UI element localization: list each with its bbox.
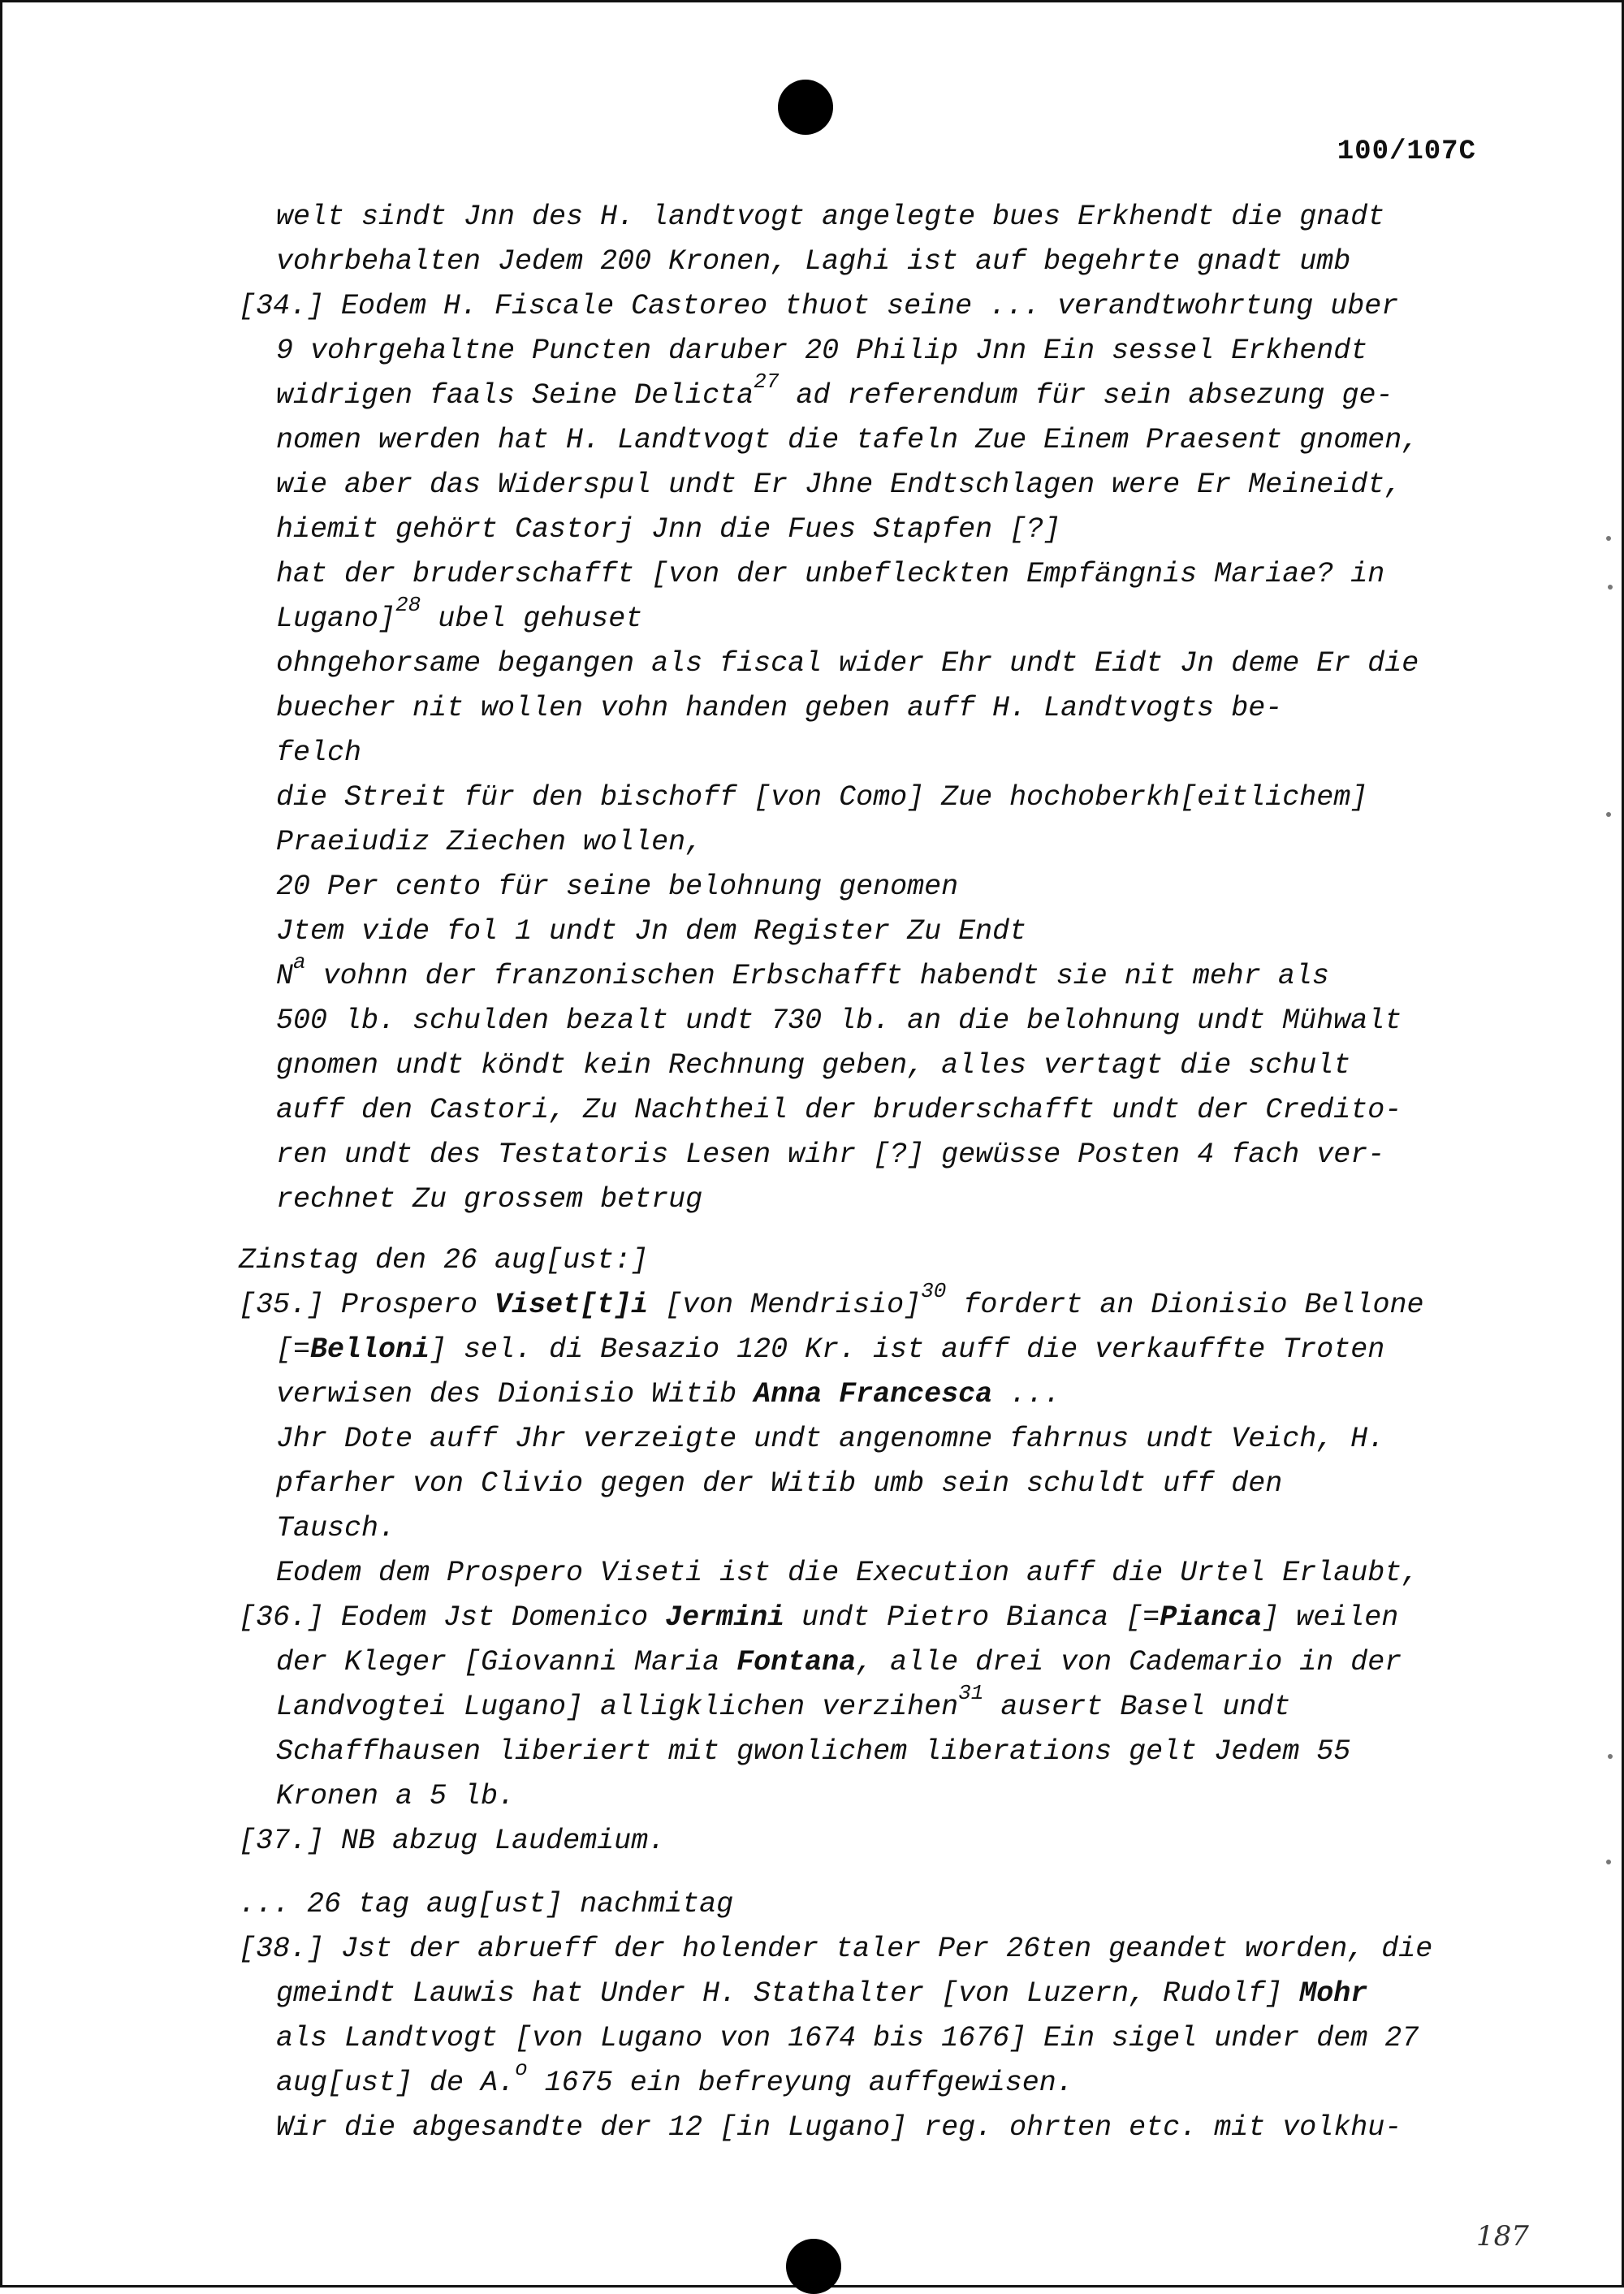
text-line: hiemit gehört Castorj Jnn die Fues Stapfen [?] xyxy=(276,513,1061,546)
margin-speck xyxy=(1608,585,1613,590)
text-line: 500 lb. schulden bezalt undt 730 lb. an die belohnung undt Mühwalt xyxy=(276,1004,1402,1037)
text-line: auff den Castori, Zu Nachtheil der bruderschafft undt der Credito- xyxy=(276,1094,1402,1126)
footnote-ref: 30 xyxy=(921,1279,947,1304)
text-line: felch xyxy=(276,737,362,769)
text-line: Eodem dem Prospero Viseti ist die Execution auff die Urtel Erlaubt, xyxy=(276,1557,1419,1589)
text-line: verwisen des Dionisio Witib Anna Francesca ... xyxy=(276,1378,1061,1411)
text-line: vohrbehalten Jedem 200 Kronen, Laghi ist auf begehrte gnadt umb xyxy=(276,245,1351,278)
text-line: [37.] NB abzug Laudemium. xyxy=(239,1825,666,1857)
text-line: Lugano]$^{28}$ ubel gehuset xyxy=(276,593,643,635)
text-line: pfarher von Clivio gegen der Witib umb sein schuldt uff den xyxy=(276,1467,1283,1500)
superscript: a xyxy=(293,950,306,975)
date-heading: Zinstag den 26 aug[ust:] xyxy=(239,1244,649,1277)
text-line: gnomen undt köndt kein Rechnung geben, alles vertagt die schult xyxy=(276,1049,1351,1082)
footnote-ref: 28 xyxy=(395,593,421,618)
margin-speck xyxy=(1608,1754,1613,1759)
text-line: Praeiudiz Ziechen wollen, xyxy=(276,826,703,858)
text-line: rechnet Zu grossem betrug xyxy=(276,1183,703,1216)
text-line: aug[ust] de A.$^o$ 1675 ein befreyung auffgewisen. xyxy=(276,2057,1073,2099)
text-line: Kronen a 5 lb. xyxy=(276,1780,516,1812)
margin-speck xyxy=(1606,1860,1611,1864)
text-line: Landvogtei Lugano] alligklichen verzihen$^{31}$ ausert Basel undt xyxy=(276,1681,1291,1723)
page-number: 100/107C xyxy=(1337,136,1476,167)
text-line: ren undt des Testatoris Lesen wihr [?] gewüsse Posten 4 fach ver- xyxy=(276,1138,1385,1171)
text-line: Schaffhausen liberiert mit gwonlichem liberations gelt Jedem 55 xyxy=(276,1735,1351,1768)
text-line: [36.] Eodem Jst Domenico Jermini undt Pietro Bianca [=Pianca] weilen xyxy=(239,1601,1399,1634)
text-line: nomen werden hat H. Landtvogt die tafeln Zue Einem Praesent gnomen, xyxy=(276,424,1419,456)
footnote-ref: 27 xyxy=(754,369,780,395)
text-line: der Kleger [Giovanni Maria Fontana, alle drei von Cademario in der xyxy=(276,1646,1402,1678)
text-line: die Streit für den bischoff [von Como] Zue hochoberkh[eitlichem] xyxy=(276,781,1368,814)
handwritten-folio-text: 187 xyxy=(1476,2220,1529,2253)
text-line: hat der bruderschafft [von der unbefleckten Empfängnis Mariae? in xyxy=(276,558,1385,590)
text-line: ohngehorsame begangen als fiscal wider Ehr undt Eidt Jn deme Er die xyxy=(276,647,1419,680)
text-line: [38.] Jst der abrueff der holender taler Per 26ten geandet worden, die xyxy=(239,1933,1433,1965)
punch-hole-top xyxy=(778,80,833,135)
text-line: Jtem vide fol 1 undt Jn dem Register Zu Endt xyxy=(276,915,1027,948)
text-line: [35.] Prospero Viset[t]i [von Mendrisio]$^{30}$ fordert an Dionisio Bellone xyxy=(239,1279,1424,1321)
handwritten-folio-note xyxy=(1470,2214,1567,2255)
text-line: 9 vohrgehaltne Puncten daruber 20 Philip Jnn Ein sessel Erkhendt xyxy=(276,335,1368,367)
text-line: Jhr Dote auff Jhr verzeigte undt angenomne fahrnus undt Veich, H. xyxy=(276,1423,1385,1455)
text-line: Tausch. xyxy=(276,1512,396,1544)
text-line: [34.] Eodem H. Fiscale Castoreo thuot seine ... verandtwohrtung uber xyxy=(239,290,1399,322)
text-line: gmeindt Lauwis hat Under H. Stathalter [von Luzern, Rudolf] Mohr xyxy=(276,1977,1368,2010)
punch-hole-bottom xyxy=(786,2239,841,2294)
margin-speck xyxy=(1606,812,1611,817)
text-line: buecher nit wollen vohn handen geben auff H. Landtvogts be- xyxy=(276,692,1283,724)
text-line: wie aber das Widerspul undt Er Jhne Endtschlagen were Er Meineidt, xyxy=(276,469,1402,501)
text-line: [=Belloni] sel. di Besazio 120 Kr. ist auff die verkauffte Troten xyxy=(276,1333,1385,1366)
margin-speck xyxy=(1606,536,1611,541)
text-line: als Landtvogt [von Lugano von 1674 bis 1676] Ein sigel under dem 27 xyxy=(276,2022,1419,2054)
superscript: o xyxy=(515,2057,528,2082)
text-line: welt sindt Jnn des H. landtvogt angelegte bues Erkhendt die gnadt xyxy=(276,201,1385,233)
footnote-ref: 31 xyxy=(958,1681,984,1706)
text-line: 20 Per cento für seine belohnung genomen xyxy=(276,871,959,903)
text-line: Wir die abgesandte der 12 [in Lugano] reg. ohrten etc. mit volkhu- xyxy=(276,2111,1402,2144)
text-line: $N^a$ vohnn der franzonischen Erbschafft habendt sie nit mehr als xyxy=(276,950,1329,992)
date-heading: ... 26 tag aug[ust] nachmitag xyxy=(239,1888,734,1920)
text-line: widrigen faals Seine Delicta$^{27}$ ad referendum für sein absezung ge- xyxy=(276,369,1393,412)
